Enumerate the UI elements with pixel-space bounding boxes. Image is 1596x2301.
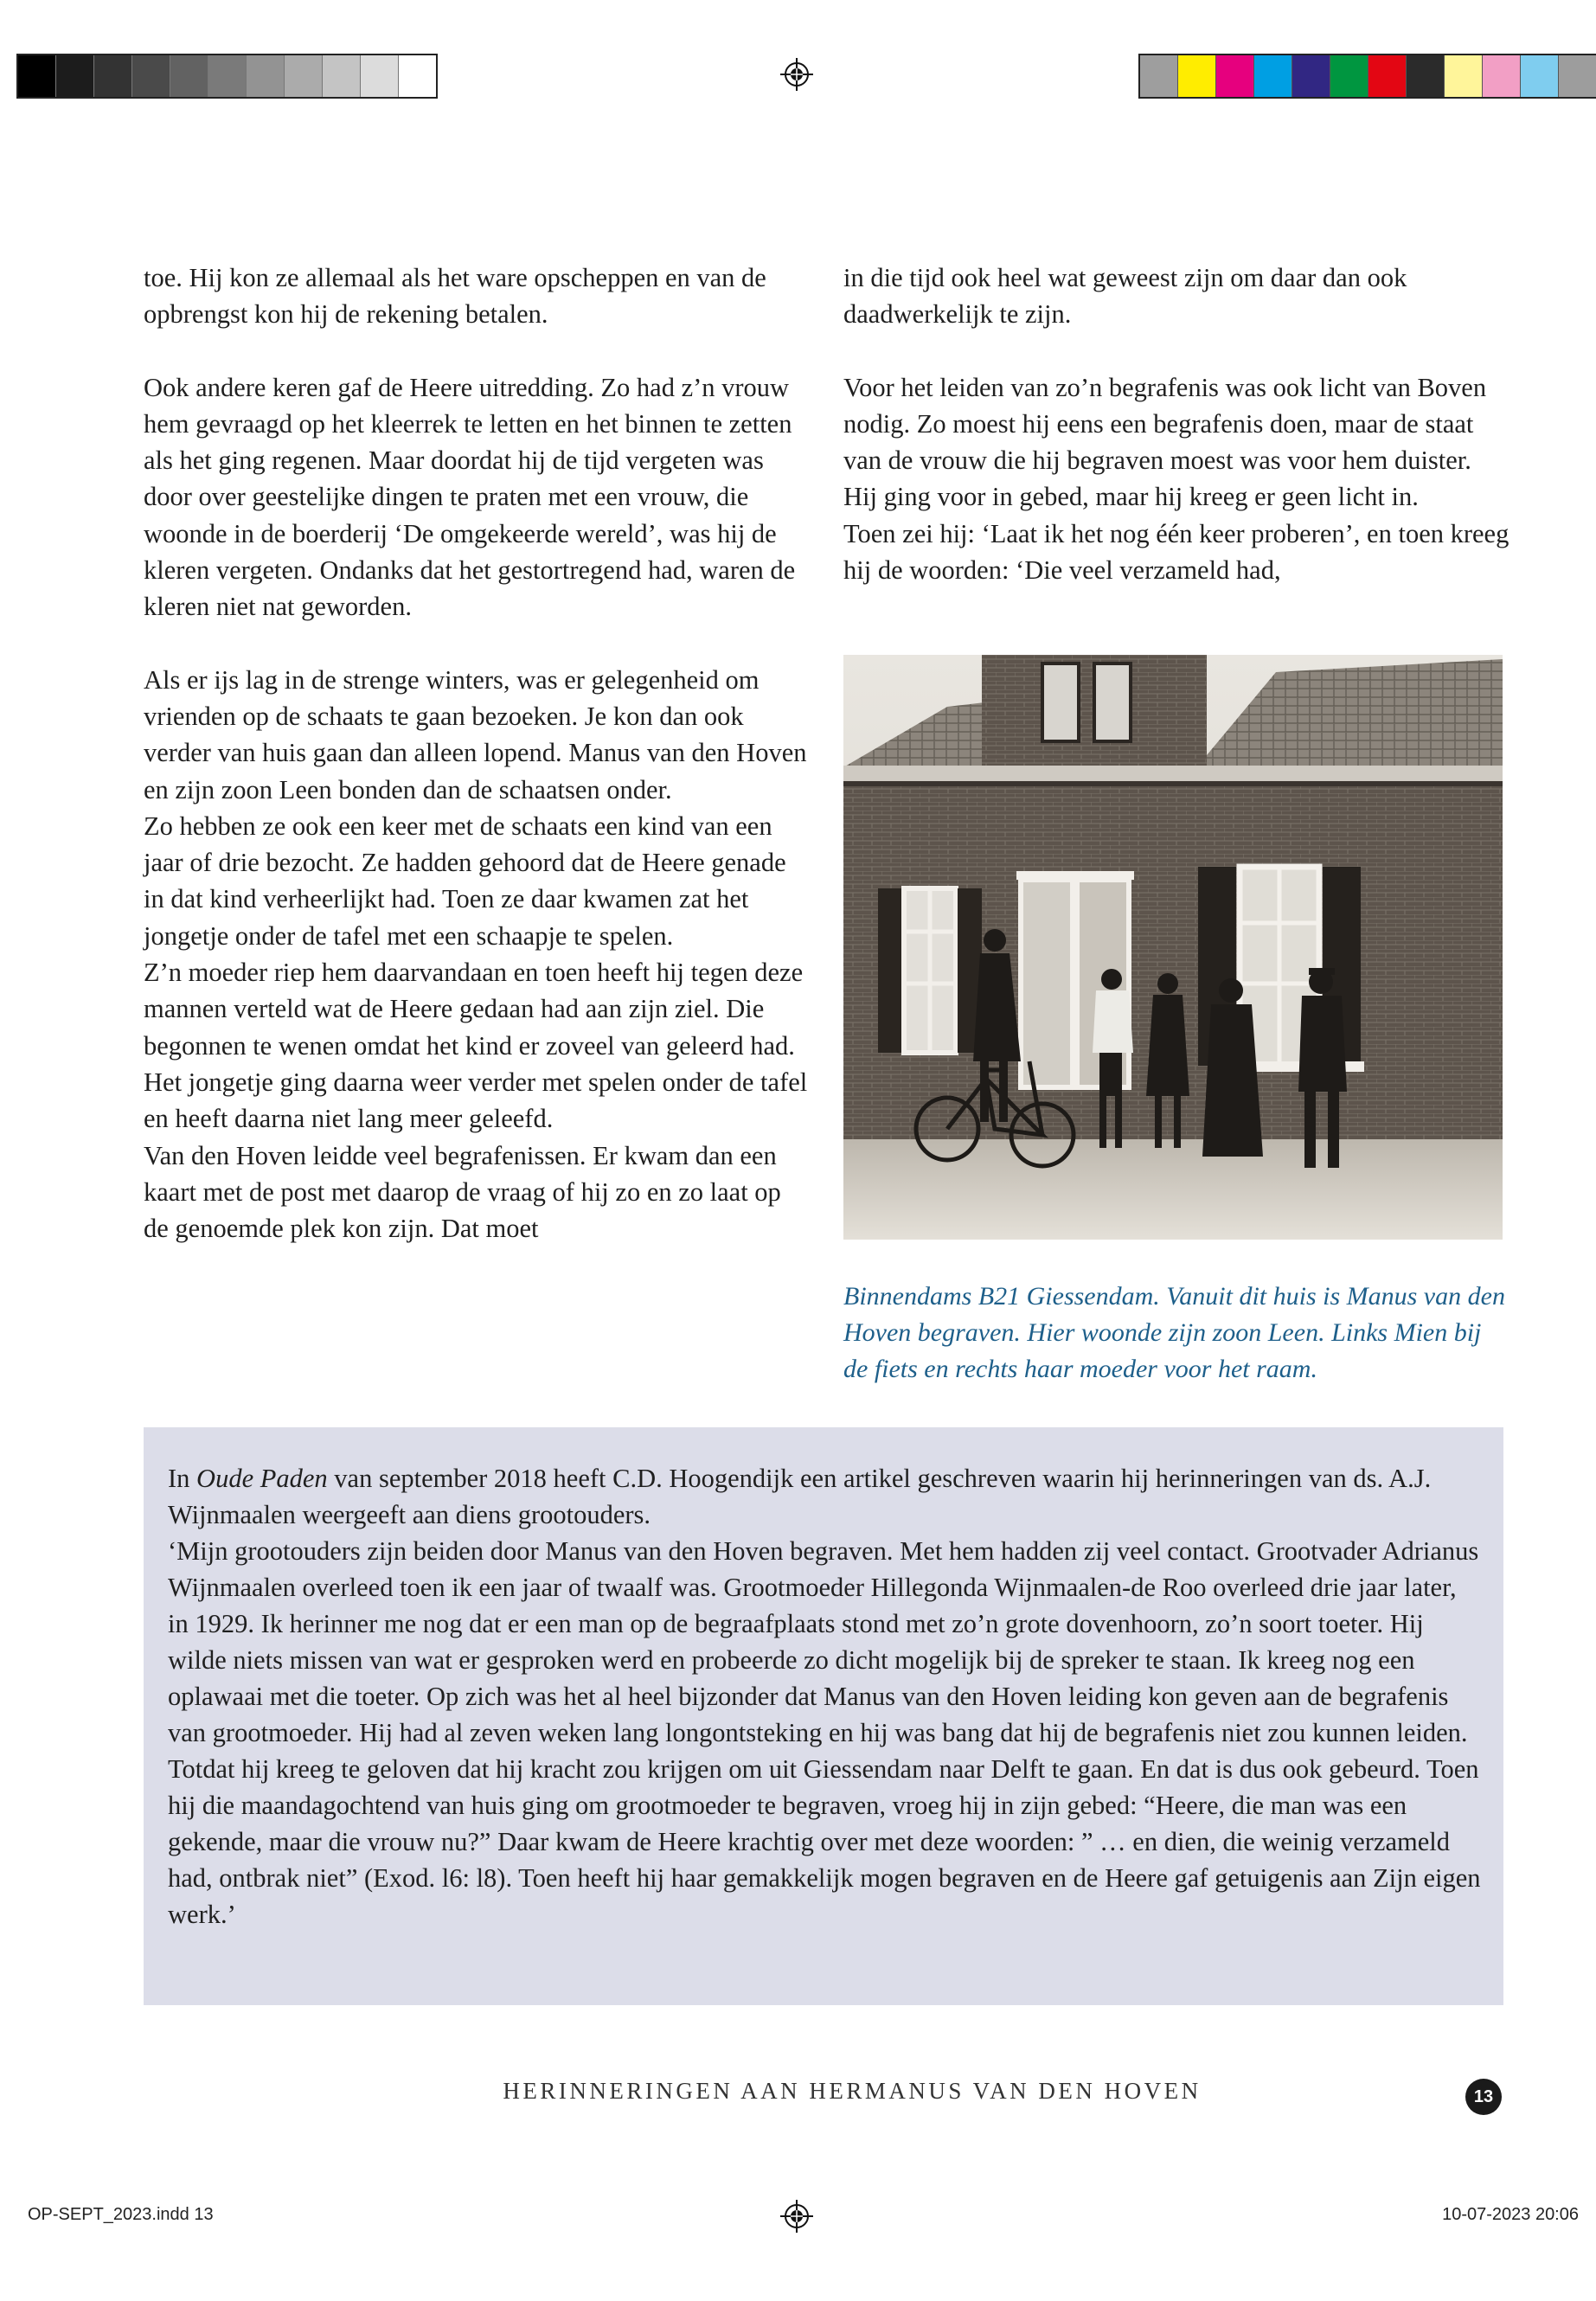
left-text-column (144, 260, 810, 1247)
page-number: 13 (1465, 2079, 1502, 2115)
grayscale-swatch (94, 55, 132, 97)
paragraph: Van den Hoven leidde veel begrafenissen. Er kwam dan een kaart met de post met daarop de vraag of hij zo en zo laat op de genoemde plek kon zijn. Dat moet (144, 1140, 781, 1244)
paragraph: Z’n moeder riep hem daarvandaan en toen heeft hij tegen deze mannen verteld wat de Heere gedaan had aan zijn ziel. Die begonnen te wenen omdat het kind er zoveel van geleerd had. Het jongetje ging daarna weer verder met spelen onder de tafel en heeft daarna niet lang meer geleefd. (144, 958, 808, 1134)
right-text-column (843, 260, 1509, 588)
magazine-title: Oude Paden (196, 1464, 328, 1493)
grayscale-swatch (323, 55, 361, 97)
historic-house-photo (843, 655, 1503, 1240)
process-color-swatch (1216, 55, 1254, 97)
paragraph: in die tijd ook heel wat geweest zijn om daar dan ook daadwerkelijk te zijn. (843, 263, 1407, 330)
grayscale-swatch (285, 55, 323, 97)
paragraph-gap (144, 625, 810, 662)
paragraph: Voor het leiden van zo’n begrafenis was ook licht van Boven nodig. Zo moest hij eens een begrafenis doen, maar de staat van de vrouw die hij begraven moest was voor hem duister. Hij ging voor in gebed, maar hij kreeg er geen licht in. (843, 372, 1487, 512)
photo-caption: Binnendams B21 Giessendam. Vanuit dit huis is Manus van den Hoven begraven. Hier woonde zijn zoon Leen. Links Mien bij de fiets en rechts haar moeder voor het raam. (843, 1282, 1505, 1383)
grayscale-swatch (361, 55, 399, 97)
process-color-swatch (1292, 55, 1330, 97)
registration-mark-icon (780, 58, 813, 91)
process-color-swatch (1445, 55, 1483, 97)
process-color-swatch (1521, 55, 1559, 97)
paragraph: Toen zei hij: ‘Laat ik het nog één keer proberen’, en toen kreeg hij de woorden: ‘Die veel verzameld had, (843, 518, 1509, 586)
running-title: HERINNERINGEN AAN HERMANUS VAN DEN HOVEN (503, 2078, 1202, 2104)
process-color-swatch (1559, 55, 1596, 97)
quote-box (168, 1460, 1483, 1932)
process-color-swatch (1407, 55, 1445, 97)
box-intro (168, 1460, 1483, 1533)
box-intro-after: van september 2018 heeft C.D. Hoogendijk een artikel geschreven waarin hij herinneringen van ds. A.J. Wijnmaalen weergeeft aan diens grootouders. (168, 1464, 1432, 1529)
paragraph: Ook andere keren gaf de Heere uitredding. Zo had z’n vrouw hem gevraagd op het kleerrek te letten en het binnen te zetten als het ging regenen. Maar doordat hij de tijd vergeten was door over geestelijke dingen te praten met een vrouw, die woonde in de boerderij ‘De omgekeerde wereld’, was hij de kleren vergeten. Ondanks dat het gestortregend had, waren de kleren niet nat geworden. (144, 372, 796, 622)
slug-file-info: OP-SEPT_2023.indd 13 (28, 2205, 214, 2224)
process-color-bar (1138, 54, 1596, 99)
box-intro-before: In (168, 1464, 197, 1493)
process-color-swatch (1330, 55, 1368, 97)
paragraph-gap (843, 333, 1509, 369)
process-color-swatch (1140, 55, 1178, 97)
slug-date-info: 10-07-2023 20:06 (1442, 2205, 1579, 2224)
paragraph-gap (144, 333, 810, 369)
process-color-swatch (1178, 55, 1216, 97)
grayscale-swatch (132, 55, 170, 97)
grayscale-swatch (399, 55, 436, 97)
grayscale-color-bar (16, 54, 438, 99)
grayscale-swatch (170, 55, 208, 97)
paragraph: Als er ijs lag in de strenge winters, was er gelegenheid om vrienden op de schaats te gaan bezoeken. Je kon dan ook verder van huis gaan dan alleen lopend. Manus van den Hoven en zijn zoon Leen bonden dan de schaatsen onder. (144, 664, 807, 804)
paragraph: Zo hebben ze ook een keer met de schaats een kind van een jaar of drie bezocht. Ze hadden gehoord dat de Heere genade in dat kind verheerlijkt had. Toen ze daar kwamen zat het jongetje onder de tafel met een schaapje te spelen. (144, 811, 786, 951)
process-color-swatch (1368, 55, 1407, 97)
box-quote: ‘Mijn grootouders zijn beiden door Manus van den Hoven begraven. Met hem hadden zij veel contact. Grootvader Adrianus Wijnmaalen overleed toen ik een jaar of twaalf was. Grootmoeder Hillegonda Wijnmaalen-de Roo overleed drie jaar later, in 1929. Ik herinner me nog dat er een man op de begraafplaats stond met zo’n grote dovenhoorn, zo’n soort toeter. Hij wilde niets missen van wat er gesproken werd en probeerde zo dicht mogelijk bij de spreker te staan. Ik kreeg nog een oplawaai met die toeter. Op zich was het al heel bijzonder dat Manus van den Hoven leiding kon geven aan de begrafenis van grootmoeder. Hij had al zeven weken lang longontsteking en hij was bang dat hij de begrafenis niet zou kunnen leiden. Totdat hij kreeg te geloven dat hij kracht zou krijgen om uit Giessendam naar Delft te gaan. En dat is dus ook gebeurd. Toen hij die maandagochtend van huis ging om grootmoeder te begraven, vroeg hij in zijn gebed: “Heere, die man was een gekende, maar die vrouw nu?” Daar kwam de Heere krachtig over met deze woorden: ” … en dien, die weinig verzameld had, ontbrak niet” (Exod. l6: l8). Toen heeft hij haar gemakkelijk mogen begraven en de Heere gaf getuigenis aan Zijn eigen werk.’ (168, 1536, 1481, 1929)
registration-mark-icon (780, 2200, 813, 2233)
grayscale-swatch (208, 55, 247, 97)
grayscale-swatch (247, 55, 285, 97)
grayscale-swatch (56, 55, 94, 97)
process-color-swatch (1254, 55, 1292, 97)
paragraph: toe. Hij kon ze allemaal als het ware opscheppen en van de opbrengst kon hij de rekening betalen. (144, 263, 766, 330)
grayscale-swatch (18, 55, 56, 97)
process-color-swatch (1483, 55, 1521, 97)
